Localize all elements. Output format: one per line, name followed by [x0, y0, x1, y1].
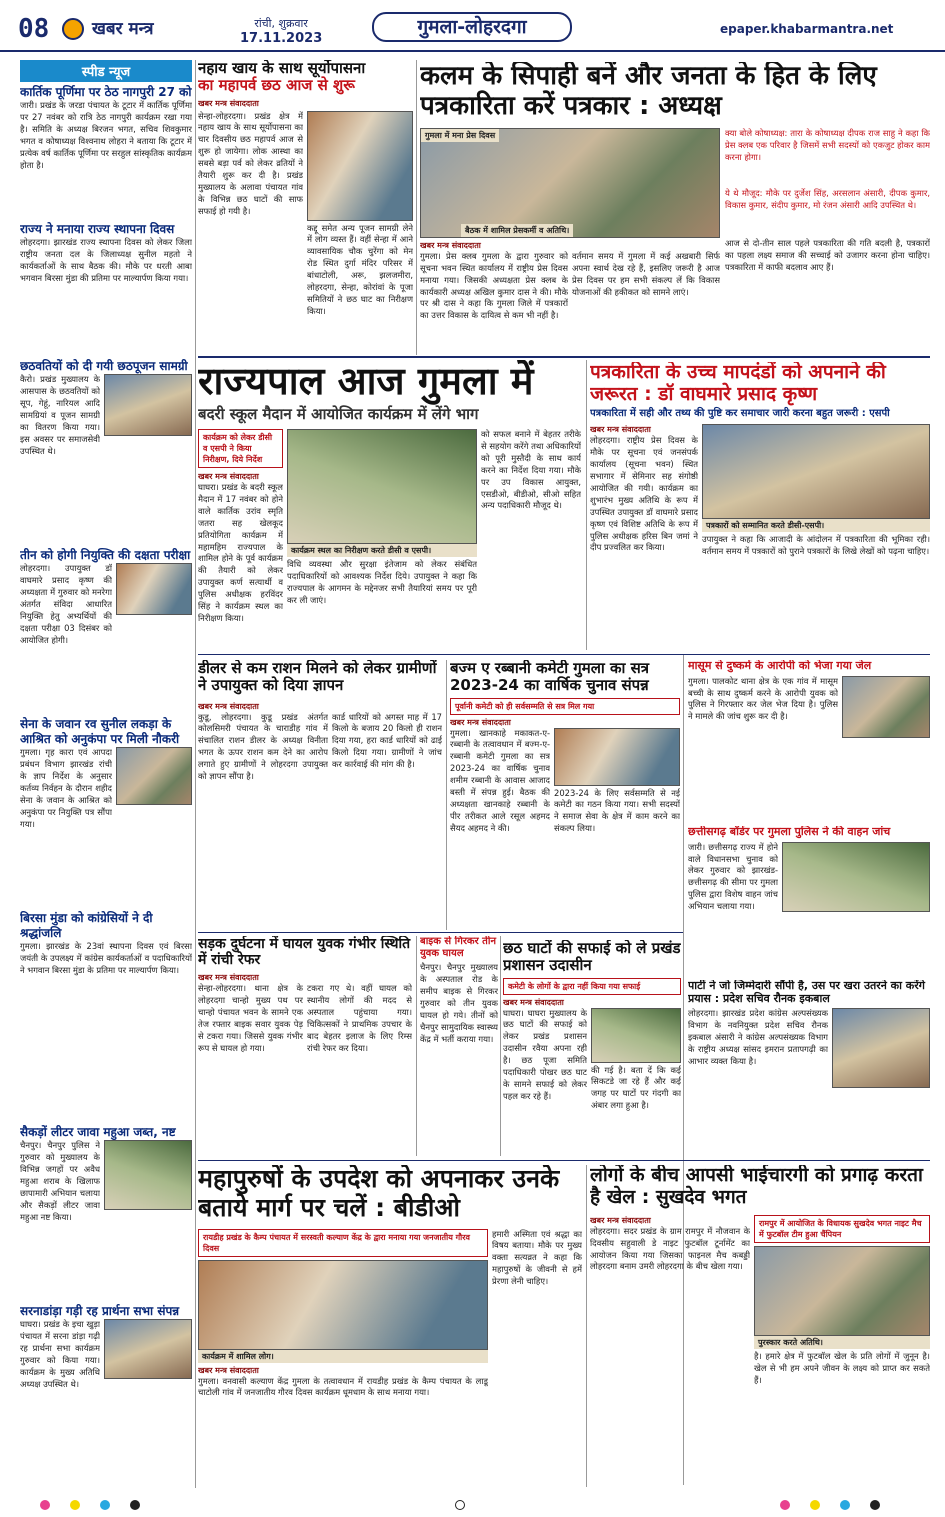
- photo-tag: गुमला में मना प्रेस दिवस: [421, 129, 499, 142]
- color-dot: [780, 1500, 790, 1510]
- story-subhead: बदरी स्कूल मैदान में आयोजित कार्यक्रम में लेंगे भाग: [198, 404, 479, 423]
- news-body: चैनपुर। चैनपुर पुलिस ने गुरुवार को मुख्यालय के विभिन्न जगहों पर अवैध महुआ शराब के खिलाफ छापामारी अभियान चलाया और सैकड़ों लीटर जावा महुआ नष्ट किया।: [20, 1140, 100, 1222]
- story-photo: [554, 728, 680, 786]
- story-body: हमारी अस्मिता एवं श्रद्धा का विषय बताया। मौके पर मुख्य वक्ता सत्यव्रत ने कहा कि महापुरुषों के जीवनी से हमें प्रेरणा लेनी चाहिए।: [492, 1228, 582, 1287]
- photo-caption: पत्रकारों को सम्मानित करते डीसी-एसपी।: [702, 519, 930, 532]
- photo-caption: पुरस्कार करते अतिथि।: [754, 1336, 930, 1349]
- news-body: कैरो। प्रखंड मुख्यालय के आसपास के छठवतियों को सूप, गेहूं, नारियल आदि सामग्रियां व पूजन सामग्री का वितरण किया गया। इस अवसर पर समाजसेवी उपस्थित थे।: [20, 374, 100, 456]
- story-body: घाघरा। घाघरा मुख्यालय के छठ घाटों की सफाई को लेकर प्रखंड प्रशासन उदासीन रवैया अपना रही है। छठ पूजा समिति पदाधिकारी पोखर छठ घाट के सामने सफाई को लेकर पहल कर रहे हैं।: [503, 1007, 587, 1101]
- story-body: कार्ड धारियों को अगस्त माह में 17 किलो के बजाय 20 किलो ही राशन दिया गया, हरा कार्ड धारियों को ढाई किलो दिया गया। ग्रामीणों ने जांच कर कार्रवाई की मांग की है।: [332, 711, 442, 770]
- story-headline: का महापर्व छठ आज से शुरू: [198, 76, 355, 95]
- story-body: सेन्हा-लोहरदगा। प्रखंड क्षेत्र में नहाय खाय के साथ सूर्योपासना का चार दिवसीय छठ महापर्व आज से शुरू हो जायेगा। लोक आस्था का सबसे बड़ा पर्व को लेकर व्रतियों ने तैयारी शुरू कर दी है। प्रखंड मुख्यालय के अलावा पंचायत गांव के विभिन्न छठ घाटों की साफ सफाई हो गयी है।: [198, 110, 303, 216]
- section-rule: [198, 1160, 930, 1161]
- dateline: [240, 16, 322, 46]
- story-headline: डीलर से कम राशन मिलने को लेकर ग्रामीणों ने उपायुक्त को दिया ज्ञापन: [198, 660, 437, 695]
- attendees-note: ये थे मौजूद: मौके पर दुर्जेश सिंह, अरसलान अंसारी, दीपक कुमार, विकास कुमार, संदीप कुमार, मो रंजन अंसारी आदि उपस्थित थे।: [725, 187, 930, 210]
- story-headline: पत्रकारिता के उच्च मापदंडों को अपनाने की जरूरत : डॉ वाघमारे प्रसाद कृष्ण: [590, 362, 886, 405]
- color-dot: [810, 1500, 820, 1510]
- city-day: रांची, शुक्रवार: [254, 17, 308, 30]
- news-body: जारी। प्रखंड के जरडा पंचायत के टूटार में कार्तिक पूर्णिमा पर 27 नवंबर को रात्रि ठेठ नागपुरी कार्यक्रम रखा गया है। समिति के अध्यक्ष बिरजन भगत, सचिव शिवकुमार भगत व कोषाध्यक्ष विश्वनाथ लोहरा ने बताया कि टूटार में प्रत्येक वर्ष कार्तिक पूर्णिमा पर सरहुल सांस्कृतिक कार्यक्रम होता है।: [20, 100, 192, 170]
- story-body: गुमला। खानकाहे मकाकत-ए-रब्बानी के तत्वावधान में बज्म-ए-रब्बानी कमेटी गुमला का सत्र 2023-24 का वार्षिक चुनाव शमीम रब्बानी के आवास आजाद बस्ती में संपन्न हुई। बैठक की अध्यक्षता खानकाहे रब्बानी के पीर तरीकत आले रसूल अहमद सैयद अहमद ने की।: [450, 727, 550, 833]
- congress-story: [688, 980, 930, 1155]
- story-body: कद्दू समेत अन्य पूजन सामग्री लेने में लोग व्यस्त हैं। वहीं सेन्हा में आने व्यावसायिक चौक चुरेंगा को मेन रोड स्थित दुर्गा मंदिर परिसर में बांधाटोली, अरू, झलजमीरा, लोहरदगा, सेन्हा, कोरांवां के पूजा समितियों ने छठ घाट का निरीक्षण किया।: [307, 222, 413, 316]
- story-body: चैनपुर। चैनपुर मुख्यालय के अस्पताल रोड के समीप बाइक से गिरकर गुरुवार को तीन युवक घायल हो गये। तीनों को चैनपुर सामुदायिक स्वास्थ्य केंद्र में भर्ती कराया गया।: [420, 962, 498, 1044]
- news-title: छठवतियों को दी गयी छठपूजन सामग्री: [20, 359, 188, 373]
- patrakar-story: [420, 62, 930, 355]
- story-body: गुमला। वनवासी कल्याण केंद्र गुमला के तत्वावधान में रायडीह प्रखंड के कैम्प पंचायत के लाडू चाटोली गांव में जनजातीय गौरव दिवस कार्यक्रम धूमधाम के साथ मनाया गया।: [198, 1375, 488, 1398]
- page-number: 08: [18, 14, 50, 44]
- color-dot: [100, 1500, 110, 1510]
- chhath-story: [198, 60, 413, 355]
- column-rule: [416, 936, 417, 1156]
- story-headline: मासूम से दुष्कर्म के आरोपी को भेजा गया जेल: [688, 660, 872, 672]
- print-registration-strip: [0, 1492, 945, 1517]
- story-body: गुमला। पालकोट थाना क्षेत्र के एक गांव में मासूम बच्ची के साथ दुष्कर्म करने के आरोपी युवक को पुलिस ने गिरफ्तार कर जेल भेज दिया है। पुलिस ने मामले की जांच शुरू कर दी है।: [688, 675, 838, 722]
- story-body: सेन्हा-लोहरदगा। थाना क्षेत्र के लोहरदगा चान्हो मुख्य पथ पर चान्हो पंचायत भवन के सामने एक तेज रफ्तार बाइक सवार युवक पेड़ से टकरा गया। जिससे युवक गंभीर रूप से घायल हो गया।: [198, 983, 303, 1053]
- speed-news-label: स्पीड न्यूज: [20, 60, 192, 82]
- story-headline: पार्टी ने जो जिम्मेदारी सौंपी है, उस पर खरा उतरने का करेंगे प्रयास : प्रदेश सचिव रौनक इकबाल: [688, 980, 925, 1005]
- bike-story: [420, 936, 498, 1156]
- news-photo: [104, 1140, 192, 1210]
- story-bullet: कार्यक्रम को लेकर डीसी व एसपी ने किया निरीक्षण, दिये निर्देश: [198, 429, 283, 468]
- story-body: टकरा गए थे। वहीं घायल को स्थानीय लोगों की मदद से अस्पताल पहुंचाया गया। चिकित्सकों ने प्राथमिक उपचार के बाद बेहतर इलाज के लिए रिम्स रांची रेफर कर दिया।: [307, 983, 412, 1053]
- story-body: की गई है। बता दें कि कई सिकटडे जा रहे हैं और कई जगह पर घाटों पर गंदगी का अंबार लगा हुआ है।: [591, 1064, 681, 1111]
- epaper-link[interactable]: epaper.khabarmantra.net: [720, 22, 894, 36]
- story-headline: सड़क दुर्घटना में घायल युवक गंभीर स्थिति में रांची रेफर: [198, 936, 411, 969]
- byline: खबर मन्त्र संवाददाता: [420, 240, 481, 250]
- byline: खबर मन्त्र संवाददाता: [503, 997, 564, 1007]
- story-subhead: पत्रकारिता में सही और तथ्य की पुष्टि कर समाचार जारी करना बहुत जरूरी : एसपी: [590, 407, 890, 419]
- column-rule: [446, 660, 447, 930]
- story-body: घाघरा। प्रखंड के बदरी स्कूल मैदान में 17 नवंबर को होने वाले कार्तिक उरांव स्मृति जतरा सह खेलकूद प्रतियोगिता कार्यक्रम में महामहिम राज्यपाल के शामिल होने के पूर्व कार्यक्रम की तैयारी को लेकर उपायुक्त कर्ण सत्यार्थी व पुलिस अधीक्षक हरविंदर सिंह ने कार्यक्रम स्थल का निरीक्षण किया।: [198, 481, 283, 624]
- color-dot: [40, 1500, 50, 1510]
- column-rule: [416, 60, 417, 355]
- story-headline: लोगों के बीच आपसी भाईचारगी को प्रगाढ़ करता है खेल : सुखदेव भगत: [590, 1165, 923, 1208]
- news-body: गुमला। गृह कारा एवं आपदा प्रबंधन विभाग झारखंड रांची के ज्ञाप निर्देश के अनुसार कर्तव्य निर्वहन के दौरान शहीद सेना के जवान के आश्रित को अनुकंपा पर नियुक्ति पत्र सौंपा गया।: [20, 747, 112, 829]
- news-body: लोहरदगा। उपायुक्त डॉ वाघमारे प्रसाद कृष्ण की अध्यक्षता में गुरुवार को मनरेगा अंतर्गत संविदा आधारित नियुक्ति हेतु अभ्यर्थियों की दक्षता परीक्षा 03 दिसंबर को आयोजित होगी।: [20, 563, 112, 645]
- section-rule: [198, 654, 930, 655]
- story-headline: नहाय खाय के साथ सूर्योपासना: [198, 60, 366, 77]
- story-headline: कलम के सिपाही बनें और जनता के हित के लिए पत्रकारिता करें पत्रकार : अध्यक्ष: [420, 62, 877, 121]
- story-body: को सफल बनाने में बेहतर तरीके से सहयोग करेंगे तथा अधिकारियों को पूरी मुस्तैदी के साथ कार्य करने का निर्देश दिया गया। मौके पर उप विकास आयुक्त, एसडीओ, बीडीओ, सीओ सहित अन्य पदाधिकारी मौजूद थे।: [481, 428, 581, 511]
- news-title: बिरसा मुंडा को कांग्रेसियों ने दी श्रद्धांजलि: [20, 911, 153, 940]
- story-body: विधि व्यवस्था और सुरक्षा इंतेजाम को लेकर संबंधित पदाधिकारियों को आवश्यक निर्देश दिये। उपायुक्त ने कहा कि राज्यपाल के आगमन के मद्देनजर सभी तैयारियां समय पर पूरी कर ली जाएं।: [287, 558, 477, 605]
- byline: खबर मन्त्र संवाददाता: [198, 471, 259, 481]
- bdo-story: [198, 1165, 583, 1487]
- story-photo: [591, 1008, 681, 1063]
- chhath-ghat-story: [503, 940, 681, 1156]
- news-title: कार्तिक पूर्णिमा पर ठेठ नागपुरी 27 को: [20, 85, 192, 99]
- story-body: जारी। छत्तीसगढ़ राज्य में होने वाले विधानसभा चुनाव को लेकर गुरुवार को झारखंड-छत्तीसगढ़ की सीमा पर गुमला पुलिस द्वारा विशेष वाहन जांच अभियान चलाया गया।: [688, 841, 778, 912]
- news-photo: [104, 1319, 192, 1379]
- byline: खबर मन्त्र संवाददाता: [590, 1215, 651, 1225]
- column-rule: [195, 60, 196, 1488]
- vehicle-story: [688, 826, 930, 976]
- news-photo: [116, 563, 192, 615]
- photo-caption: कार्यक्रम स्थल का निरीक्षण करते डीसी व एसपी।: [287, 544, 477, 557]
- story-photo: [287, 429, 477, 544]
- story-photo: [702, 424, 930, 519]
- column-rule: [500, 936, 501, 1156]
- story-headline: बज्म ए रब्बानी कमेटी गुमला का सत्र 2023-24 का वार्षिक चुनाव संपन्न: [450, 660, 650, 695]
- byline: खबर मन्त्र संवाददाता: [590, 425, 651, 435]
- color-dot: [70, 1500, 80, 1510]
- section-rule: [198, 356, 930, 358]
- news-title: तीन को होगी नियुक्ति की दक्षता परीक्षा: [20, 548, 191, 562]
- story-body: है। हमारे क्षेत्र में फुटबॉल खेल के प्रति लोगों में जुनून है। खेल से भी हम अपने जीवन के लक्ष्य को प्राप्त कर सकते हैं।: [754, 1350, 930, 1385]
- story-photo: [198, 1260, 488, 1350]
- color-dot: [870, 1500, 880, 1510]
- story-body: लोहरदगा। झारखंड प्रदेश कांग्रेस अल्पसंख्यक विभाग के नवनियुक्त प्रदेश सचिव रौनक इकबाल अंसारी ने कांग्रेस अल्पसंख्यक विभाग के राष्ट्रीय अध्यक्ष सांसद इमरान प्रतापगढ़ी का आभार व्यक्त किया है।: [688, 1008, 828, 1066]
- story-headline: राज्यपाल आज गुमला में: [198, 360, 534, 403]
- story-body: वर्तमान समय में गुमला में कई अखबारी सिर्फ अपना स्वार्थ देख रहे हैं, इसलिए जरूरी है आज प्रेस दिवस पर हम सभी संकल्प लें कि विकास योजनाओं की हकीकत को सामने लाएं।: [572, 250, 720, 297]
- byline: खबर मन्त्र संवाददाता: [450, 717, 511, 727]
- color-dot: [130, 1500, 140, 1510]
- news-title: राज्य ने मनाया राज्य स्थापना दिवस: [20, 222, 175, 236]
- story-headline: बाइक से गिरकर तीन युवक घायल: [420, 936, 497, 959]
- story-body: कुडू, लोहरदगा। कुडू प्रखंड अंतर्गत कोलसिमरी पंचायत के चाराडीह गांव में संचालित राशन डीलर के अध्यक्ष विनीता भगत के ऊपर राशन कम देने का आरोप लगाते हुए ग्रामीणों ने लोहरदगा उपायुक्त को ज्ञापन सौंपा है।: [198, 711, 328, 782]
- story-photo: [782, 842, 930, 912]
- byline: खबर मन्त्र संवाददाता: [198, 701, 259, 711]
- news-body: घाघरा। प्रखंड के इचा खुड़ा पंचायत में सरना डांड़ा गढ़ी रह प्रार्थना सभा कार्यक्रम गुरुवार को किया गया। कार्यक्रम के मुख्य अतिथि अध्यक्ष उपस्थित थे।: [20, 1319, 100, 1389]
- story-bullet: रायडीह प्रखंड के कैम्प पंचायत में सरस्वती कल्याण केंद्र के द्वारा मनाया गया जनजातीय गौरव दिवस: [198, 1229, 488, 1257]
- masoom-story: [688, 660, 930, 820]
- ration-story: [198, 660, 443, 930]
- brand-logo-icon: [62, 18, 84, 40]
- story-photo: [420, 128, 720, 238]
- story-body: गुमला। प्रेस क्लब गुमला के द्वारा गुरुवार को सूचना भवन स्थित कार्यालय में राष्ट्रीय प्रेस दिवस मनाया गया। जिसकी अध्यक्षता प्रेस क्लब के कार्यकारी अध्यक्ष अखिल कुमार दास ने की। मौके पर श्री दास ने कहा कि गुमला जिले में पत्रकारों का उत्तर विकास के दायित्व से कम भी नहीं है।: [420, 250, 568, 321]
- speed-news-column: [20, 60, 192, 1488]
- story-body: लोहरदगा। राष्ट्रीय प्रेस दिवस के मौके पर सूचना एवं जनसंपर्क कार्यालय (सूचना भवन) स्थित सभागार में सेमिनार सह संगोष्ठी आयोजित की गयी। कार्यक्रम का शुभारंभ मुख्य अतिथि के रूप में उपस्थित उपायुक्त डॉ वाघमारे प्रसाद कृष्ण एवं विशिष्ट अतिथि के रूप में पुलिस अधीक्षक हरिस बिन जमां ने दीप प्रज्वलित कर किया।: [590, 435, 698, 553]
- story-body: 2023-24 के लिए सर्वसम्मति से नई कमेटी का गठन किया गया। सभी सदस्यों ने समाज सेवा के क्षेत्र में काम करने का संकल्प लिया।: [554, 787, 680, 834]
- issue-date: 17.11.2023: [240, 31, 323, 46]
- speaker-note: क्या बोले कोषाध्यक्ष: तारा के कोषाध्यक्ष दीपक राज साहु ने कहा कि प्रेस क्लब एक परिवार है जिसमें सभी सदस्यों को एकजुट होकर काम करना होगा।: [725, 127, 930, 162]
- story-photo: [832, 1008, 930, 1088]
- story-body: उपायुक्त ने कहा कि आजादी के आंदोलन में पत्रकारिता की भूमिका रही। वर्तमान समय में पत्रकारों को पुराने पत्रकारों के लिखे लेखों को पढ़ना चाहिए।: [702, 534, 930, 557]
- news-photo: [104, 374, 192, 436]
- section-rule: [198, 932, 683, 933]
- brand-name: खबर मन्त्र: [92, 19, 154, 39]
- story-bullet: कमेटी के लोगों के द्वारा नहीं किया गया सफाई: [503, 978, 681, 995]
- byline: खबर मन्त्र संवाददाता: [198, 98, 259, 108]
- accident-story: [198, 936, 413, 1156]
- story-photo: [307, 111, 413, 221]
- story-body: आज से दो-तीन साल पहले पत्रकारिता की गति बदली है, पत्रकारों का पहला लक्ष्य समाज की सच्चाई को उजागर करना होना चाहिए। पत्रकारिता में काफी बदलाव आए हैं।: [725, 237, 930, 272]
- section-title: गुमला-लोहरदगा: [372, 12, 572, 42]
- registration-mark-icon: [455, 1500, 465, 1510]
- byline: खबर मन्त्र संवाददाता: [198, 973, 259, 983]
- news-body: लोहरदगा। झारखंड राज्य स्थापना दिवस को लेकर जिला राष्ट्रीय जनता दल के जिलाध्यक्ष सुनील महतो ने कार्यकर्ताओं के साथ बैठक की। मौके पर धरती आबा भगवान बिरसा मुंडा की प्रतिमा पर माल्यार्पण किया गया।: [20, 237, 192, 283]
- story-bullet: पूर्वानी कमेटी को ही सर्वसम्मति से सत्र मिल गया: [450, 698, 680, 715]
- color-dot: [840, 1500, 850, 1510]
- column-rule: [586, 360, 587, 650]
- news-photo: [116, 747, 192, 805]
- dc-story: [590, 362, 930, 650]
- story-bullet: रामपुर में आयोजित के विधायक सुखदेव भगत नाइट मैच में फुटबॉल टीम हुआ चैंपियन: [754, 1215, 930, 1243]
- byline: खबर मन्त्र संवाददाता: [198, 1365, 259, 1375]
- news-title: सरनाडांड़ा गड़ी रह प्रार्थना सभा संपन्न: [20, 1304, 180, 1318]
- story-photo: [754, 1246, 930, 1336]
- photo-caption: कार्यक्रम में शामिल लोग।: [198, 1350, 488, 1363]
- news-body: गुमला। झारखंड के 23वां स्थापना दिवस एवं बिरसा जयंती के उपलक्ष्य में कांग्रेस कार्यकर्ताओं व पदाधिकारियों ने भगवान बिरसा मुंडा के प्रतिमा पर माल्यार्पण किया।: [20, 941, 192, 975]
- story-headline: महापुरुषों के उपदेश को अपनाकर उनके बताये मार्ग पर चलें : बीडीओ: [198, 1165, 560, 1222]
- story-headline: छठ घाटों की सफाई को ले प्रखंड प्रशासन उदासीन: [503, 940, 681, 975]
- story-headline: छत्तीसगढ़ बॉर्डर पर गुमला पुलिस ने की वाहन जांच: [688, 826, 891, 838]
- bazm-story: [450, 660, 680, 930]
- governor-story: [198, 360, 583, 650]
- news-title: सेना के जवान रव सुनील लकड़ा के आश्रित को अनुकंपा पर मिली नौकरी: [20, 717, 180, 746]
- photo-caption: बैठक में शामिल प्रेसकर्मी व अतिथि।: [461, 224, 573, 237]
- column-rule: [586, 1165, 587, 1487]
- news-title: सैकड़ों लीटर जावा महुआ जब्त, नष्ट: [20, 1125, 176, 1139]
- sport-story: [590, 1165, 930, 1487]
- story-body: लोहरदगा। सदर प्रखंड के ग्राम रामपुर में नौजवान के दिवसीय सहुवाली डे नाइट फुटबॉल टूर्नामेंट का आयोजन किया गया जिसका फाइनल मैच कबड्डी लोहरदगा बनाम उमरी लोहरदगा के बीच खेला गया।: [590, 1225, 750, 1272]
- story-photo: [842, 676, 930, 738]
